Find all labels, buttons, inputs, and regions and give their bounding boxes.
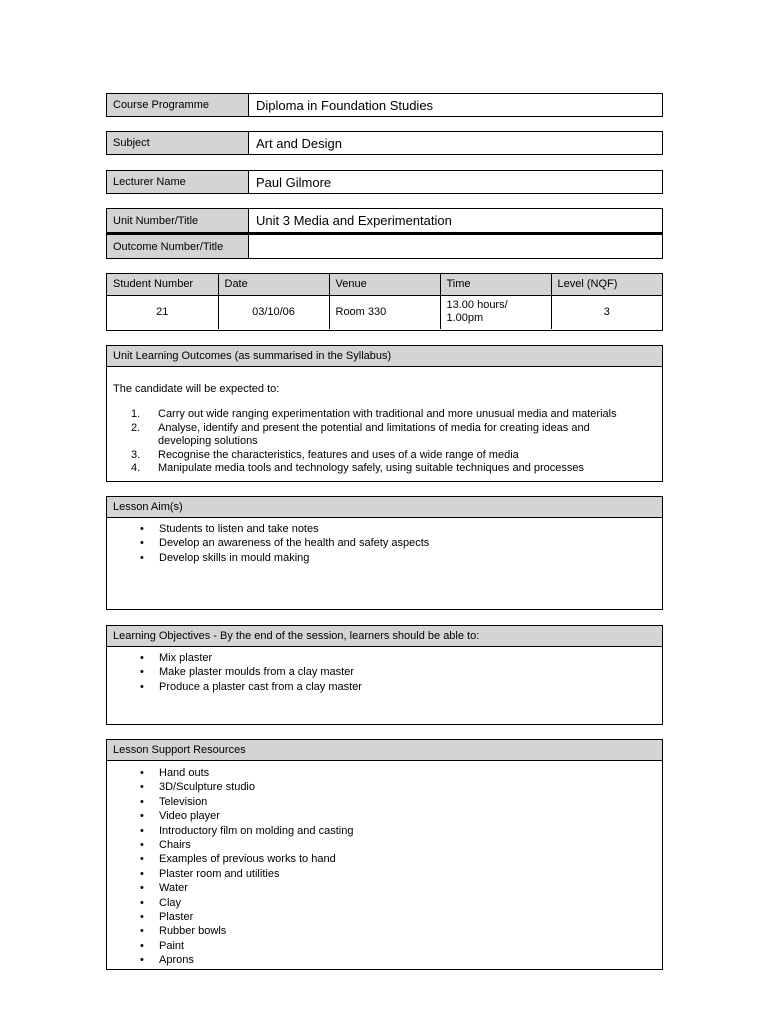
course-programme-row xyxy=(106,93,663,117)
list-item: • Paint xyxy=(140,939,185,952)
list-item: 4. Manipulate media tools and technology safely, using suitable techniques and processes xyxy=(131,462,585,474)
learning-outcomes-intro: The candidate will be expected to: xyxy=(113,383,280,395)
subject-row xyxy=(106,131,663,155)
session-table xyxy=(107,274,662,329)
learning-objectives-list xyxy=(107,647,662,694)
list-item: • Develop an awareness of the health and safety aspects xyxy=(140,537,430,550)
learning-outcomes-list xyxy=(107,395,662,476)
list-item: • Students to listen and take notes xyxy=(140,523,319,535)
resources-list xyxy=(107,761,662,968)
header-date: Date xyxy=(218,274,329,295)
course-programme-value: Diploma in Foundation Studies xyxy=(256,97,434,113)
list-item: • Examples of previous works to hand xyxy=(140,853,336,866)
list-item: 3. Recognise the characteristics, features and uses of a wide range of media xyxy=(131,448,519,461)
learning-objectives-section xyxy=(106,625,663,725)
list-item: • Develop skills in mould making xyxy=(140,551,310,564)
list-item: • Make plaster moulds from a clay master xyxy=(140,666,355,679)
list-item: • Mix plaster xyxy=(140,652,213,664)
lesson-aims-title: Lesson Aim(s) xyxy=(107,497,662,518)
unit-label: Unit Number/Title xyxy=(107,209,249,232)
list-item: • Video player xyxy=(140,810,220,823)
subject-label: Subject xyxy=(107,132,249,154)
level-value: 3 xyxy=(551,295,662,329)
list-item: • Aprons xyxy=(140,954,194,967)
header-venue: Venue xyxy=(329,274,440,295)
list-item: • 3D/Sculpture studio xyxy=(140,781,255,794)
unit-outcome-block xyxy=(106,208,663,259)
learning-outcomes-section xyxy=(106,345,663,482)
unit-row xyxy=(107,209,662,233)
venue-value: Room 330 xyxy=(329,295,440,329)
list-item: • Plaster room and utilities xyxy=(140,867,280,880)
time-value: 13.00 hours/ 1.00pm xyxy=(440,295,551,329)
date-value: 03/10/06 xyxy=(218,295,329,329)
outcome-row xyxy=(107,233,662,258)
session-header-row xyxy=(107,274,662,295)
lecturer-value: Paul Gilmore xyxy=(256,174,332,190)
student-number-value: 21 xyxy=(107,295,218,329)
header-student-number: Student Number xyxy=(107,274,218,295)
list-item: • Clay xyxy=(140,896,182,909)
resources-title: Lesson Support Resources xyxy=(107,740,662,761)
learning-outcomes-title: Unit Learning Outcomes (as summarised in the Syllabus) xyxy=(107,346,662,367)
unit-value: Unit 3 Media and Experimentation xyxy=(256,213,452,228)
subject-value: Art and Design xyxy=(256,135,342,151)
lecturer-label: Lecturer Name xyxy=(107,171,249,193)
lesson-aims-section xyxy=(106,496,663,610)
session-value-row xyxy=(107,295,662,329)
resources-section xyxy=(106,739,663,970)
outcome-label: Outcome Number/Title xyxy=(107,235,249,258)
lecturer-row xyxy=(106,170,663,194)
list-item: • Chairs xyxy=(140,839,191,852)
course-programme-label: Course Programme xyxy=(107,94,249,116)
list-item: • Produce a plaster cast from a clay master xyxy=(140,680,362,693)
list-item: • Introductory film on molding and casting xyxy=(140,824,354,837)
list-item: • Hand outs xyxy=(140,767,210,779)
header-level: Level (NQF) xyxy=(551,274,662,295)
list-item: • Water xyxy=(140,882,188,895)
list-item: 1. Carry out wide ranging experimentation with traditional and more unusual media and materials xyxy=(131,408,617,420)
learning-objectives-title: Learning Objectives - By the end of the session, learners should be able to: xyxy=(107,626,662,647)
lesson-aims-list xyxy=(107,518,662,565)
list-item: • Plaster xyxy=(140,911,194,924)
outcome-value xyxy=(249,235,662,258)
header-time: Time xyxy=(440,274,551,295)
session-table-box xyxy=(106,273,663,331)
list-item: 2. Analyse, identify and present the potential and limitations of media for creating ideas and developing solutions xyxy=(131,421,590,447)
list-item: • Rubber bowls xyxy=(140,925,227,938)
list-item: • Television xyxy=(140,795,208,808)
